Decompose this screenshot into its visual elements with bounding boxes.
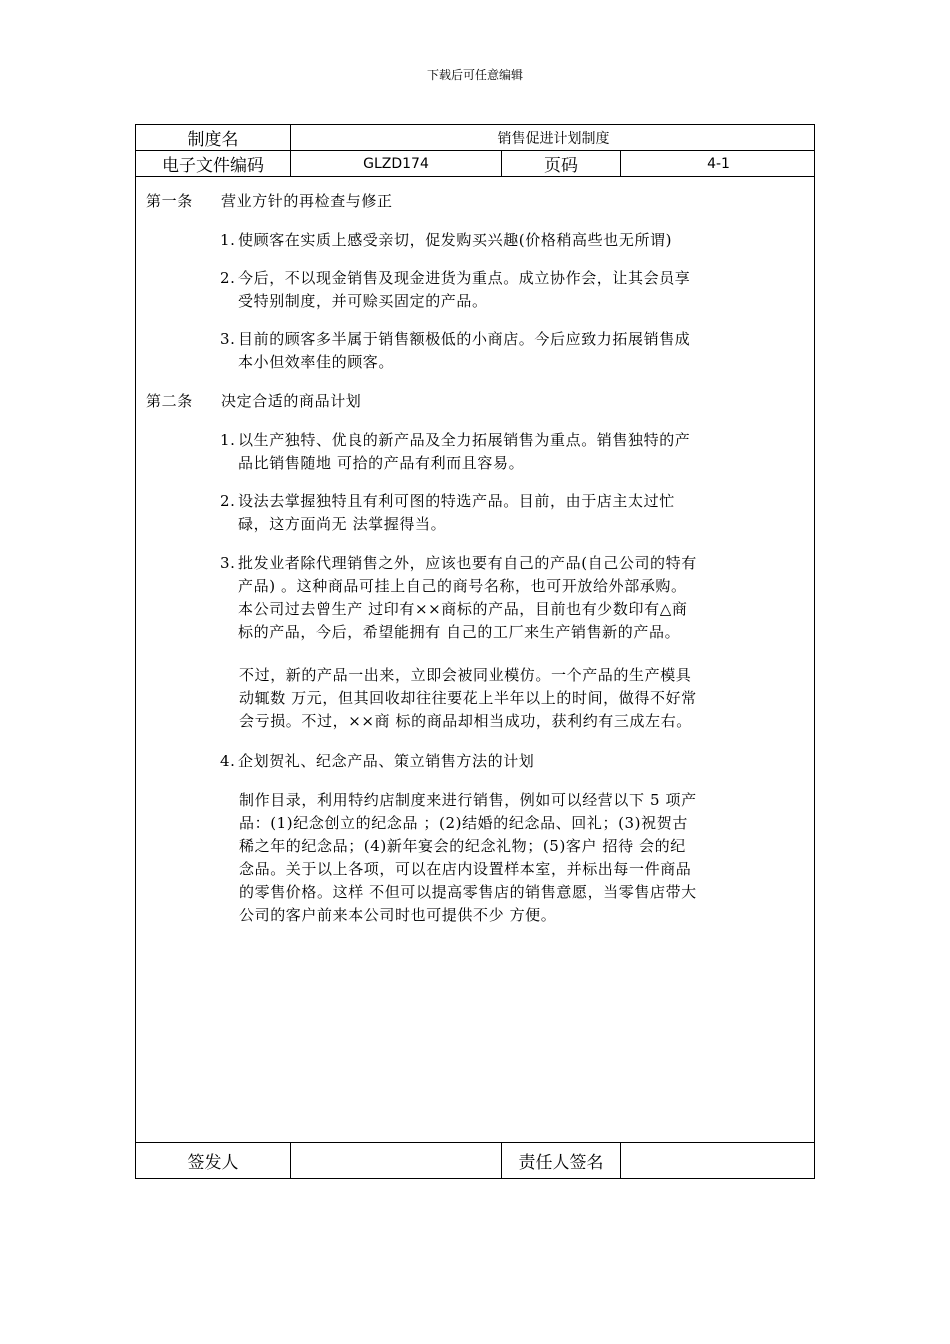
issuer-label: 签发人 — [136, 1142, 291, 1178]
file-code-label: 电子文件编码 — [136, 151, 291, 176]
document-form — [135, 124, 815, 1179]
responsible-signature-field[interactable] — [621, 1142, 816, 1178]
list-item: 1. 使顾客在实质上感受亲切，促发购买兴趣(价格稍高些也无所谓) — [220, 231, 673, 249]
article-number: 第一条 — [146, 192, 193, 210]
signature-row — [136, 1142, 814, 1178]
list-item: 3. 目前的顾客多半属于销售额极低的小商店。今后应致力拓展销售成 本小但效率佳的顾客。 — [220, 330, 691, 371]
file-code-value: GLZD174 — [291, 151, 502, 176]
article-title — [146, 190, 393, 213]
document-body — [136, 177, 814, 1143]
list-item: 3. 批发业者除代理销售之外，应该也要有自己的产品(自己公司的特有 产品) 。这种商品可挂上自己的商号名称，也可开放给外部承购。 本公司过去曾生产 过印有××商标的产品，目前也有少数印有△商 标的产品，今后，希望能拥有 自己的工厂来生产销售新的产品。 — [220, 554, 697, 641]
header-row-file-code — [136, 151, 814, 177]
top-note: 下载后可任意编辑 — [426, 68, 523, 82]
page-label: 页码 — [502, 151, 621, 176]
system-name-value: 销售促进计划制度 — [497, 130, 610, 147]
list-item: 2. 设法去掌握独特且有利可图的特选产品。目前，由于店主太过忙 碌，这方面尚无 法掌握得当。 — [220, 492, 675, 533]
page-value: 4-1 — [707, 155, 730, 172]
issuer-field[interactable] — [291, 1142, 502, 1178]
paragraph: 制作目录，利用特约店制度来进行销售，例如可以经营以下 5 项产 品：(1)纪念创立的纪念品 ；(2)结婚的纪念品、回礼；(3)祝贺古 稀之年的纪念品；(4)新年宴会的纪念礼物；(5)客户 招待 会的纪 念品。关于以上各项，可以在店内设置样本室，并标出每一件商品 的零售价格。这样 不但可以提高零售店的销售意愿，当零售店带大 公司的客户前来本公司时也可提供不少 方便。 — [239, 791, 697, 924]
article-heading: 决定合适的商品计划 — [221, 392, 362, 410]
article-title — [146, 390, 361, 413]
header-row-system-name — [136, 125, 814, 151]
responsible-signature-label: 责任人签名 — [502, 1142, 621, 1178]
article-number: 第二条 — [146, 392, 193, 410]
list-item: 4. 企划贺礼、纪念产品、策立销售方法的计划 — [220, 752, 535, 770]
list-item: 1. 以生产独特、优良的新产品及全力拓展销售为重点。销售独特的产 品比销售随地 可拾的产品有利而且容易。 — [220, 431, 691, 472]
article-heading: 营业方针的再检查与修正 — [221, 192, 393, 210]
list-item: 2. 今后，不以现金销售及现金进货为重点。成立协作会，让其会员享 受特别制度，并可赊买固定的产品。 — [220, 269, 691, 310]
paragraph: 不过，新的产品一出来，立即会被同业模仿。一个产品的生产模具 动辄数 万元，但其回收却往往要花上半年以上的时间，做得不好常 会亏损。不过，××商 标的商品却相当成功，获利约有三成左右。 — [239, 666, 697, 730]
system-name-label: 制度名 — [136, 125, 291, 150]
